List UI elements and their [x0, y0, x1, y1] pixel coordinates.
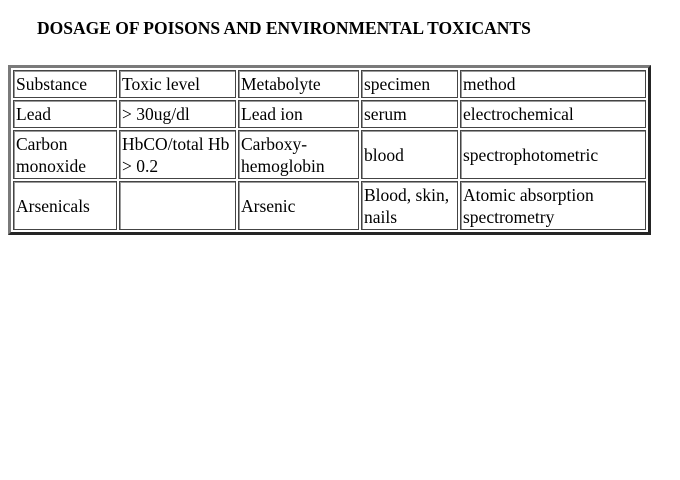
cell-substance: Lead	[13, 100, 117, 128]
table-row	[13, 181, 646, 230]
table-row	[13, 100, 646, 128]
toxicants-table	[8, 65, 651, 235]
cell-substance: Carbon monoxide	[13, 130, 117, 179]
cell-toxic-level: HbCO/total Hb > 0.2	[119, 130, 236, 179]
cell-method: spectrophotometric	[460, 130, 646, 179]
cell-metabolyte: Carboxy-hemoglobin	[238, 130, 359, 179]
cell-specimen: serum	[361, 100, 458, 128]
header-cell-substance: Substance	[13, 70, 117, 98]
cell-substance: Arsenicals	[13, 181, 117, 230]
page-title: DOSAGE OF POISONS AND ENVIRONMENTAL TOXICANTS	[37, 18, 531, 38]
cell-method: electrochemical	[460, 100, 646, 128]
header-cell-metabolyte: Metabolyte	[238, 70, 359, 98]
header-cell-toxic-level: Toxic level	[119, 70, 236, 98]
cell-toxic-level: > 30ug/dl	[119, 100, 236, 128]
cell-metabolyte: Arsenic	[238, 181, 359, 230]
table-row	[13, 130, 646, 179]
cell-specimen: Blood, skin, nails	[361, 181, 458, 230]
cell-specimen: blood	[361, 130, 458, 179]
header-cell-method: method	[460, 70, 646, 98]
cell-toxic-level	[119, 181, 236, 230]
table-header-row	[13, 70, 646, 98]
header-cell-specimen: specimen	[361, 70, 458, 98]
cell-method: Atomic absorption spectrometry	[460, 181, 646, 230]
cell-metabolyte: Lead ion	[238, 100, 359, 128]
